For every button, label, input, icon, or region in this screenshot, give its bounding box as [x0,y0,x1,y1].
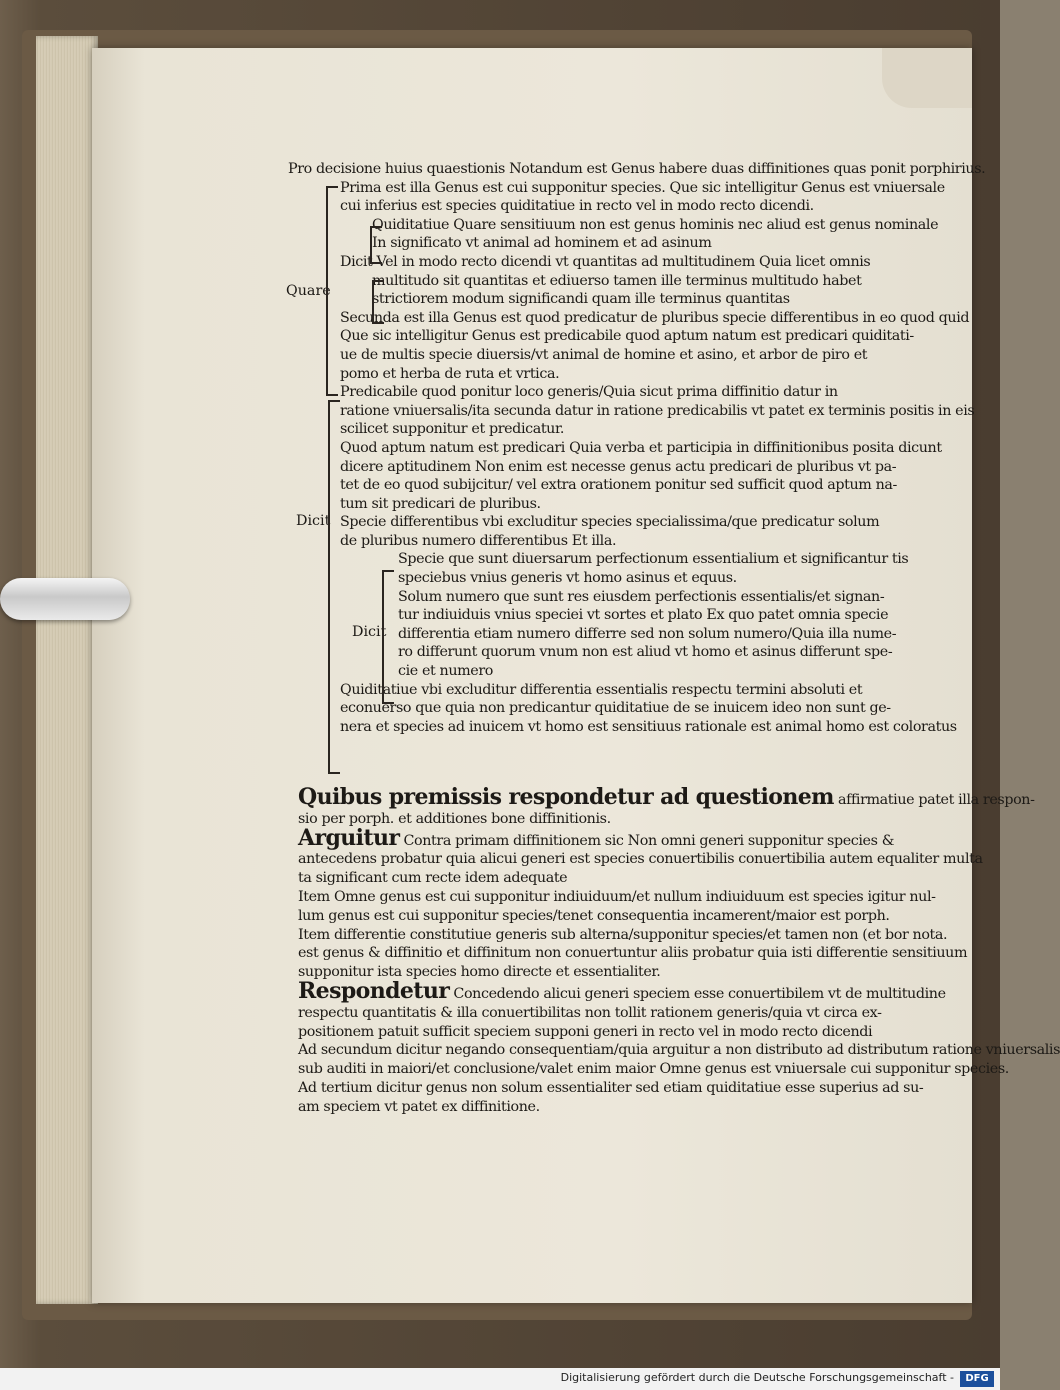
text-line: Dicit Vel in modo recto dicendi vt quantitas ad multitudinem Quia licet omnis [340,253,871,270]
text-line: ue de multis specie diuersis/vt animal de homine et asino, et arbor de piro et [340,346,868,363]
text-line: Secunda est illa Genus est quod predicatur de pluribus specie differentibus in eo quod quid [340,309,970,326]
bracket [382,570,394,704]
margin-label-dicit: Dicit [352,624,387,640]
text-line: tur indiuiduis vnius speciei vt sortes et plato Ex quo patet omnia specie [398,607,889,624]
margin-label-dicit: Dicit [296,513,331,529]
text-line: Specie que sunt diuersarum perfectionum essentialium et significantur tis [398,551,909,568]
footer-credit: Digitalisierung gefördert durch die Deutsche Forschungsgemeinschaft - [560,1371,954,1384]
text-line: Quiditatiue vbi excluditur differentia essentialis respectu termini absoluti et [340,681,863,698]
text-line: respectu quantitatis & illa conuertibilitas non tollit rationem generis/quia vt circa ex- [298,1004,882,1021]
text-line: est genus & diffinitio et diffinitum non conuertuntur aliis probatur quia isti differentie sensitiuum [298,945,968,962]
text-line: tum sit predicari de pluribus. [340,495,541,512]
text-line: sio per porph. et additiones bone diffinitionis. [298,810,611,827]
text-line: Item differentie constitutiue generis sub alterna/supponitur species/et tamen non (et bor nota. [298,926,948,943]
text-line: Solum numero que sunt res eiusdem perfectionis essentialis/et signan- [398,588,885,605]
text-line: Que sic intelligitur Genus est predicabile quod aptum natum est predicari quiditati- [340,328,914,345]
text-line: Ad tertium dicitur genus non solum essentialiter sed etiam quiditatiue esse superius ad su- [298,1079,924,1096]
text-line: econuerso que quia non predicantur quiditatiue de se inuicem ideo non sunt ge- [340,700,891,717]
text-line: antecedens probatur quia alicui generi est species conuertibilis conuertibilia autem equaliter multa [298,851,983,868]
bracket [372,280,384,324]
respondetur-line [298,977,948,1004]
text-line: speciebus vnius generis vt homo asinus et equus. [398,570,737,587]
text-line: cie et numero [398,663,494,680]
text-line: tet de eo quod subijcitur/ vel extra orationem ponitur sed sufficit quod aptum na- [340,477,897,494]
text-line: Quiditatiue Quare sensitiuum non est genus hominis nec aliud est genus nominale [372,216,939,233]
text-line: ta significant cum recte idem adequate [298,870,568,887]
text-line: Prima est illa Genus est cui supponitur species. Que sic intelligitur Genus est vniuersale [340,179,945,196]
text-line: pomo et herba de ruta et vrtica. [340,365,560,382]
text-line: lum genus est cui supponitur species/tenet consequentia incamerent/maior est porph. [298,907,890,924]
text-line: Specie differentibus vbi excluditur species specialissima/que predicatur solum [340,514,880,531]
text-segment: Concedendo alicui generi speciem esse conuertibilem vt de multitudine [453,985,946,1002]
heading-initial-words: Quibus premissis respondetur ad questionem [298,784,834,810]
text-line: Predicabile quod ponitur loco generis/Quia sicut prima diffinitio datur in [340,384,838,401]
section-heading [298,784,1035,810]
text-line: ro differunt quorum vnum non est aliud vt homo et asinus differunt spe- [398,644,893,661]
page-tab [882,48,972,108]
text-segment: Contra primam diffinitionem sic Non omni generi supponitur species & [403,832,895,849]
respondetur-label: Respondetur [298,977,450,1004]
text-line: supponitur ista species homo directe et essentialiter. [298,964,661,981]
text-line: differentia etiam numero differre sed non solum numero/Quia illa nume- [398,625,897,642]
text-line: sub auditi in maiori/et conclusione/valet enim maior Omne genus est vniuersale cui supponitur species. [298,1061,1009,1078]
heading-rest: affirmatiue patet illa respon- [838,792,1035,808]
text-line: scilicet supponitur et predicatur. [340,421,565,438]
footer-bar [0,1368,1000,1390]
text-line: nera et species ad inuicem vt homo est sensitiuus rationale est animal homo est coloratus [340,718,957,735]
response-section [298,784,1060,1117]
dfg-logo: DFG [960,1371,994,1387]
arguitur-line [298,824,948,851]
text-line: ratione vniuersalis/ita secunda datur in ratione predicabilis vt patet ex terminis positis in eis [340,402,975,419]
text-line: dicere aptitudinem Non enim est necesse genus actu predicari de pluribus vt pa- [340,458,897,475]
text-line: Item Omne genus est cui supponitur indiuiduum/et nullum indiuiduum est species igitur nul- [298,888,936,905]
arguitur-label: Arguitur [298,824,400,851]
text-line: positionem patuit sufficit speciem supponi generi in recto vel in modo recto dicendi [298,1023,873,1040]
glass-clip [0,578,130,620]
text-line: multitudo sit quantitas et ediuerso tamen ille terminus multitudo habet [372,272,862,289]
margin-label-quare: Quare [286,283,331,299]
text-line: Quod aptum natum est predicari Quia verba et participia in diffinitionibus posita dicunt [340,439,942,456]
bracket [328,400,340,774]
text-line: am speciem vt patet ex diffinitione. [298,1098,540,1115]
text-line: In significato vt animal ad hominem et ad asinum [372,235,712,252]
text-line: Ad secundum dicitur negando consequentiam/quia arguitur a non distributo ad distributum ratione vniuersalis [298,1042,1060,1059]
bracket [370,226,382,264]
text-line: cui inferius est species quiditatiue in recto vel in modo recto dicendi. [340,198,814,215]
page-stack-edge [36,36,98,1304]
header-line: Pro decisione huius quaestionis Notandum est Genus habere duas diffinitiones quas ponit porphirius. [288,161,986,177]
text-line: de pluribus numero differentibus Et illa. [340,532,617,549]
bracket [326,186,338,396]
text-line: strictiorem modum significandi quam ille terminus quantitas [372,291,790,308]
